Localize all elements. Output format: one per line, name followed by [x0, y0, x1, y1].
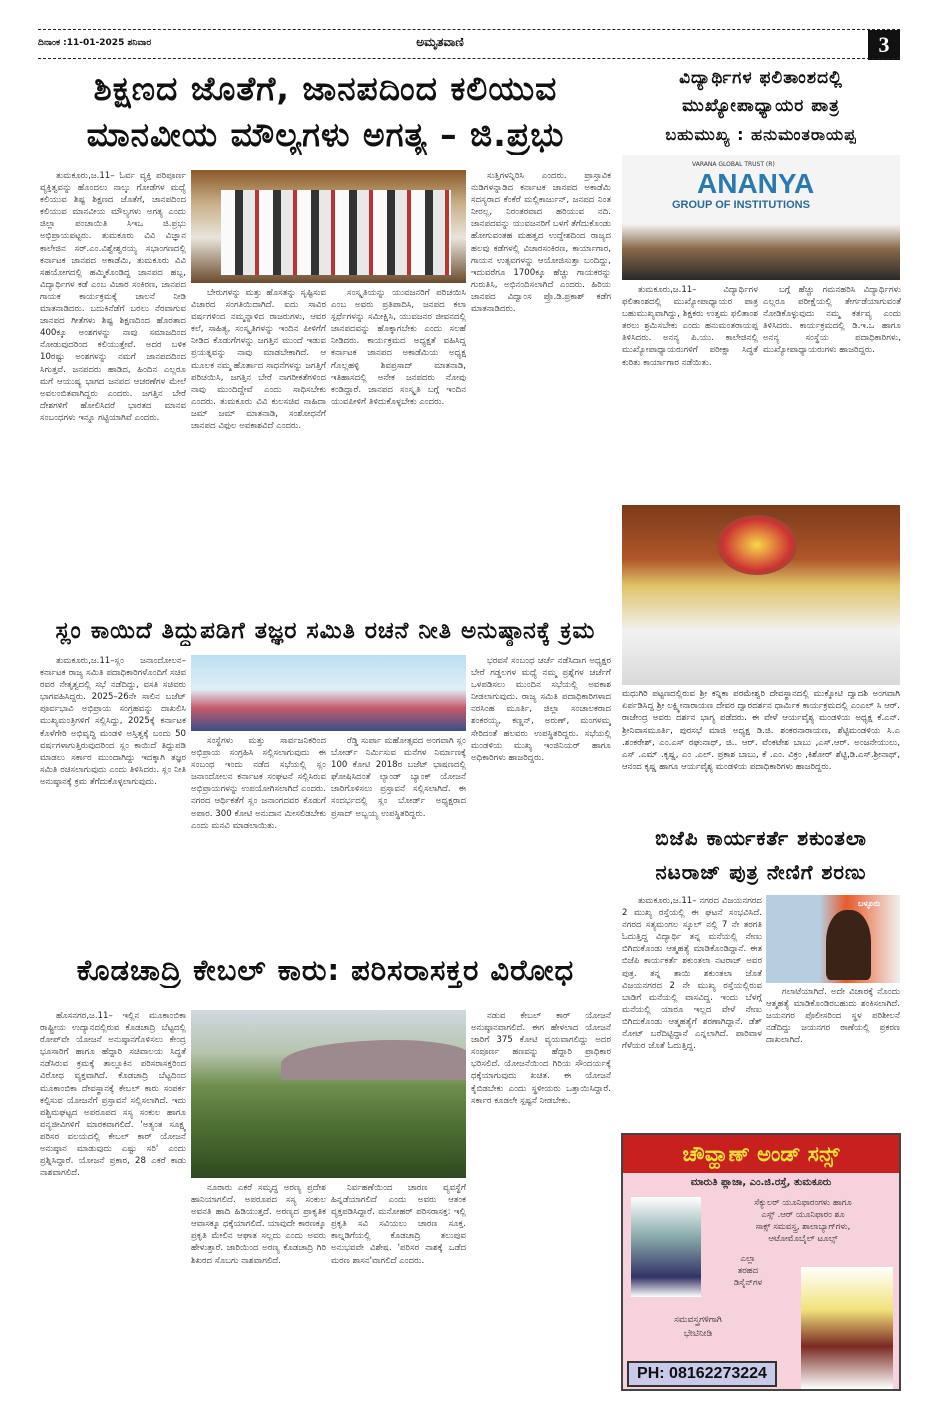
article1-column-3: ಸಂಸ್ಕೃತಿಯನ್ನು ಯುವಜನರಿಗೆ ಪರಿಚಯಿಸಿ ಎಂಬ ಅವರು ಪ್ರತಿಪಾದಿಸಿ, ಜನಪದ ಕಲಾ ಸ್ಪರ್ಧೆಗಳನ್ನು ಸಮೀಕ್ಷಿಸಿ, ಯುವಜನರ ಜೀವನದಲ್ಲಿ ಜಾನಪದವನ್ನು ಹೊಕ್ಕಾಗಬೇಕು ಎಂದು ಸಲಹೆ ನೀಡಿದರು. ಕಾರ್ಯಕ್ರಮದ ಅಧ್ಯಕ್ಷತೆ ವಹಿಸಿದ್ದ ಕರ್ನಾಟಕ ಜಾನಪದ ಅಕಾಡೆಮಿಯ ಅಧ್ಯಕ್ಷ ಗೊಲ್ಲಹಳ್ಳಿ ಶಿವಪ್ರಸಾದ್ ಮಾತನಾಡಿ, ಇತಿಹಾಸದಲ್ಲಿ ಅನೇಕ ಜನಪದರು ನೋವು ಕಂಡಿದ್ದಾರೆ. ಜಾನಪದ ಸಂಸ್ಕೃತಿ ಬಗ್ಗೆ ಇಂದಿನ ಯುವಪೀಳಿಗೆ ತಿಳಿದುಕೊಳ್ಳಬೇಕು ಎಂದರು.: [331, 288, 466, 407]
side1-headline-line2: ಮುಖ್ಯೋಪಾಧ್ಯಾಯರ ಪಾತ್ರ: [682, 96, 840, 116]
article2-column-4: ಭರವಸೆ ಸಂಬಂಧ ಚರ್ಚೆ ನಡೆಸಿದಾಗ ಅಧ್ಯಕ್ಷರ ಬೇರೆ ಗಡ್ಡಲಗಳ ಮಧ್ಯೆ ನಮ್ಮ ಪ್ರಶ್ನೆಗಳ ಚರ್ಚೆಗೆ ಒಳಪಡಿಸಲು ಮುಂದಿನ ಸಭೆಯಲ್ಲಿ ಅವಕಾಶ ನೀಡಲಾಗುವುದು. ರಾಜ್ಯ ಸಮಿತಿ ಪದಾಧಿಕಾರಿಗಳಾದ ನರಸಿಂಹ ಮೂರ್ತಿ, ಜಿಲ್ಲಾ ಸಂಚಾಲಕರಾದ ಶಂಕರಯ್ಯ, ಕಣ್ಣನ್, ಅರುಣ್, ಮಂಗಳಮ್ಮ ಸೇರಿದಂತೆ ಹಲವರು ಉಪಸ್ಥಿತರಿದ್ದರು. ಸಭೆಯಲ್ಲಿ ಮಂಡಳಿಯ ಮುಖ್ಯ ಇಂಜಿನಿಯರ್ ಹಾಗೂ ಅಧಿಕಾರಿಗಳು ಹಾಜರಿದ್ದರು.: [471, 656, 611, 763]
page-number: 3: [868, 30, 900, 60]
article1-column-1: ತುಮಕೂರು,ಜ.11– ಓರ್ವ ವ್ಯಕ್ತಿ ಪರಿಪೂರ್ಣ ವ್ಯಕ್ತಿತ್ವವನ್ನು ಹೊಂದಲು ನಾಲ್ಕು ಗೋಡೆಗಳ ಮಧ್ಯೆ ಕಲಿಯುವ ಶಿಷ್ಟ ಶಿಕ್ಷಣದ ಜೊತೆಗೆ, ಜಾನಪದಿಂದ ಕಲಿಯುವ ಮಾನವೀಯ ಮೌಲ್ಯಗಳು ಅಗತ್ಯ ಎಂದು ಜಿಲ್ಲಾ ಪಂಚಾಯಿತಿ ಸಿಇಒ ಜಿ.ಪ್ರಭು ಅಭಿಪ್ರಾಯಪಟ್ಟರು. ತುಮಕೂರು ವಿವಿ ವಿಜ್ಞಾನ ಕಾಲೇಜಿನ ಸರ್.ಎಂ.ವಿಶ್ವೇಶ್ವರಯ್ಯ ಸಭಾಂಗಣದಲ್ಲಿ ಕರ್ನಾಟಕ ಜಾನಪದ ಅಕಾಡೆಮಿ, ತುಮಕೂರು ವಿವಿ ಸಹಯೋಗದಲ್ಲಿ ಹಮ್ಮಿಕೊಂಡಿದ್ದ ಜಾನಪದ ಹಬ್ಬ, ವಿದ್ಯಾರ್ಥಿಗಳ ಕಡೆ ಎಂಬ ವಿಚಾರ ಸಂಕಿರಣ, ಜಾನಪದ ಗಾಯಕ ಕಾರ್ಯಕ್ರಮಕ್ಕೆ ಚಾಲನೆ ನೀಡಿ ಮಾತನಾಡಿದರು. ಬದುಕಿನೆಡೆಗೆ ಬರಲು ನೆರವಾಗುವ ಜಾನಪದ ಗೀತೆಗಳು ಶಿಷ್ಟ ಶಿಕ್ಷಣದಿಂದ ಹೊರತಾದ 400ಕ್ಕೂ ಅಂಶಗಳನ್ನು ನಾವು ಸಮಾಜದಿಂದ ನೋಡುವುದರಿಂದ ಕಲಿಯುತ್ತೇವೆ. ಅದರ ಬಳಿಕ 10ರಷ್ಟು ಅಂಶಗಳನ್ನು ನಮಗೆ ಜಾನಪದದಿಂದ ಸಿಗುತ್ತವೆ. ಜನಪದರು ಹಾಡಿದ, ಹಿಂದಿನ ಎಲ್ಲರೂ ಮಗೆ ಆಯುಷ್ಯ ಭಾಗದ ಜನಪದ ಆಚರಣೆಗಳ ಮೇಲೆ ಅವಲಂಬಿತವಾಗಿದ್ದರು ಎಂದರು. ಜಗತ್ತಿನ ಬೇರೆ ದೇಶಗಳಿಗೆ ಹೋಲಿಸಿದರೆ ಭಾರತದ ಮಾನವ ಸಂಬಂಧಗಳು ಇನ್ನೂ ಗಟ್ಟಿಯಾಗಿವೆ ಎಂದರು.: [40, 171, 186, 423]
banner-logo-text: ANANYA: [697, 168, 815, 199]
article1-headline-line2: ಮಾನವೀಯ ಮೌಲ್ಯಗಳು ಅಗತ್ಯ – ಜಿ.ಪ್ರಭು: [86, 115, 565, 154]
article3-column-4: ನಡುವ ಕೇಬಲ್ ಕಾರ್ ಯೋಜನೆ ಅನುಷ್ಠಾನವಾಗಲಿದೆ. ಈಗ ಹೇಳಲಾದ ಯೋಜನೆ ಜಾರಿಗೆ 375 ಕೋಟಿ ವ್ಯಯವಾಗಲಿದ್ದು ಅದರ ಸಂಪೂರ್ಣ ಹಣವನ್ನು ಹೆದ್ದಾರಿ ಪ್ರಾಧಿಕಾರ ಭರಿಸಲಿದೆ. ಯೋಜನೆಯಿಂದ ಗಿರಿಯ ಸೌಂದರ್ಯಕ್ಕೆ ಧಕ್ಕೆಯಾಗುವುದು ಖಚಿತ. ಈ ಯೋಜನೆ ಕೈಬಿಡಬೇಕು ಎಂದು ಸ್ಥಳೀಯರು ಒತ್ತಾಯಿಸಿದ್ದಾರೆ. ಸರ್ಕಾರ ಕೂಡಲೇ ಸ್ಪಷ್ಟನೆ ನೀಡಬೇಕು.: [471, 1011, 611, 1106]
ad-photo-school-children: [801, 1267, 893, 1389]
ad-footer-line-2: ಭೇಟಿನೀಡಿ: [683, 1329, 713, 1339]
header-rule-bottom: [38, 58, 900, 59]
ad-line-5: ಎಲ್ಲಾ: [740, 1254, 756, 1264]
article3-column-2: ನೂರಾರು ಎಕರೆ ಸಮೃದ್ಧ ಅರಣ್ಯ ಪ್ರದೇಶ ಹಾನಿಯಾಗಲಿದೆ. ಅಪರೂಪದ ಸಸ್ಯ ಸಂಕುಲ ಅವನತಿ ಹಾದಿ ಹಿಡಿಯುತ್ತದೆ. ಅರಣ್ಯದ ಪ್ರಾಕೃತಿಕ ಆವಾಸಕ್ಕೂ ಧಕ್ಕೆಯಾಗಲಿದೆ. ಯಾವುದೇ ಕಾರಣಕ್ಕೂ ಪ್ರಕೃತಿ ಮೇಲಿನ ಆಘಾತ ಸಲ್ಲದು ಎಂದು ಅವರು ಹೇಳುತ್ತಾರೆ. ಜಾರಿಯಿಂದ ಅರಣ್ಯ ಕೊಡಚಾದ್ರಿ ಗಿರಿ ಶಿಖರದ ಸೊಬಗು ನಾಶವಾಗಲಿದೆ.: [191, 1183, 326, 1266]
ad-line-7: ಡಿಸೈನ್‌ಗಳ: [733, 1278, 763, 1288]
side2-caption: ಮಧುಗಿರಿ ಪಟ್ಟಣದಲ್ಲಿರುವ ಶ್ರೀ ಕನ್ನಿಕಾ ಪರಮೇಶ್ವರಿ ದೇವಸ್ಥಾನದಲ್ಲಿ ಮುಕ್ಕೋಟಿ ದ್ವಾದಶಿ ಅಂಗವಾಗಿ ಏರ್ಪಡಿಸಿದ್ದ ಶ್ರೀ ಲಕ್ಷ್ಮೀನಾರಾಯಣ ದೇವರ ದ್ವಾರದರ್ಶನ ಧಾರ್ಮಿಕ ಕಾರ್ಯಕ್ರಮದಲ್ಲಿ ಎಂಎಲ್ ಸಿ ಆರ್. ರಾಜೇಂದ್ರ ಅವರು ದರ್ಶನ ಭಾಗ್ಯ ಪಡೆದರು. ಈ ವೇಳೆ ಆರ್ಯವೈಶ್ಯ ಮಂಡಳಿಯ ಅಧ್ಯಕ್ಷ ಕೆ.ಎನ್. ಶ್ರೀನಿವಾಸಮೂರ್ತಿ, ಪುರಸಭೆ ಮಾಜಿ ಅಧ್ಯಕ್ಷ ಡಿ.ಜಿ. ಶಂಕರನಾರಾಯಣ, ಶೆಟ್ಟಿಮಂಡಳಿಯ ಸಿ.ಎ .ಶಂಕರೇಶ್, ಎಂ.ಎಸ್ ರಘುನಾಥ್, ಜಿ.. ಆರ್. ವೆಂಕಟೇಶ ಬಾಬು ,ಎಸ್.ಆರ್. ಅಂಜನೇಯುಲು, ಎಸ್ .ಎಮ್ .ಕೃಷ್ಣ, ಎಂ .ಎಲ್. ಪ್ರಕಾಶ ಬಾಬು, ಕೆ .ಎಂ. ವಿಕ್ರಂ ,ಕಿಶೋರ್ ಶೆಟ್ಟಿ,ಡಿ.ಎಸ್.ಶ್ರೀನಾಥ್, ಆನಂದ ಕೃಷ್ಣ ಹಾಗೂ ಆರ್ಯವೈಶ್ಯ ಮಂಡಳಿಯ ಪದಾಧಿಕಾರಿಗಳು ಹಾಜರಿದ್ದರು.: [622, 689, 900, 773]
ad-line-4: ಆಟೋಮೊಬೈಲ್ ಟೂಲ್ಸ್: [768, 1234, 838, 1244]
ad-line-1: ಸೆಕ್ಯುಲರ್ ಯೂನಿಫಾರಂಗಳು ಹಾಗೂ: [754, 1198, 852, 1208]
ad-address: ಮಾರುತಿ ಪ್ಲಾಜಾ, ಎಂ.ಜಿ.ರಸ್ತೆ, ತುಮಕೂರು: [690, 1177, 832, 1188]
article1-photo-event: [191, 170, 466, 283]
article1-column-4: ಸುತ್ತಿಗಳನ್ನಿರಿಸಿ ಎಂದರು. ಪ್ರಾಸ್ತಾವಿಕ ನುಡಿಗಳನ್ನಾಡಿದ ಕರ್ನಾಟಕ ಜಾನಪದ ಅಕಾಡೆಮಿ ಸದಸ್ಯರಾದ ಕೆಂಕೆರೆ ಮಲ್ಲಿಕಾರ್ಜುನ್, ಜನಪದ ನಿಂತ ನೀರಲ್ಲ, ನಿರಂತರವಾದ ಹರಿಯುವ ನದಿ. ಜಾನಪದವನ್ನು ಯುವಜನರಿಗೆ ಬಳಗೆ ತೆಗೆದುಕೊಂಡು ಹೋಗುವಂತಹ ಮಹತ್ವದ ಉದ್ದೇಶದಿಂದ ರಾಜ್ಯದ ಹಲವು ಕಡೆಗಳಲ್ಲಿ ವಿಚಾರಸಂಕಿರಣ, ಕಾರ್ಯಾಗಾರ, ಗಾಯನ ಉತ್ಸವಗಳನ್ನು ಆಯೋಜಿಸುತ್ತಾ ಬಂದಿದ್ದು, ಇದುವರೆಗೂ 1700ಕ್ಕೂ ಹೆಚ್ಚು ಗಾಯಕರನ್ನು ಗುರುತಿಸಿ, ಅಭಿನಂದಿಸಲಾಗಿದೆ ಎಂದರು. ಹಿರಿಯ ಜಾನಪದ ವಿದ್ವಾಂಸ ಪ್ರೊ.ಡಿ.ಪ್ರಕಾಶ್ ಕಡೆಗ ಮಾತನಾಡಿದರು.: [471, 171, 611, 315]
banner-sub-text: GROUP OF INSTITUTIONS: [672, 199, 810, 211]
ad-line-2: ಎಸ್ಸ್ .ಆರ್ ಯೂನಿಫಾರಂ ಶೂ: [761, 1210, 845, 1220]
article3-column-3: ನಿರ್ವಹಣೆಯಿಂದ ಚಾರಣ ವ್ಯವಸ್ಥೆಗೆ ಹಿನ್ನಡೆಯಾಗಲಿದೆ ಎಂದು ಅವರು ಆತಂಕ ವ್ಯಕ್ತಪಡಿಸಿದ್ದಾರೆ. ಮನೋಹರ್ ಪರಿಸರಾಸಕ್ತ: ಇಲ್ಲಿ ಪ್ರಕೃತಿ ಸವಿ ಸವಿಯಲು ಚಾರಣ ಸೂಕ್ತ. ಕಾಲ್ನಡಿಗೆಯಲ್ಲಿ ಕೊಡಚಾದ್ರಿ ತಲುಪುವ ಅನುಭವವೇ ವಿಶೇಷ. 'ಪರಿಸರ ನಾಶಕ್ಕೆ ಒಡೆದ ಮರಣ ಶಾಸನ'ವಾಗಲಿದೆ ಎಂದರು.: [331, 1183, 466, 1266]
article2-column-2: ಸಂಸ್ಥೆಗಳು ಮತ್ತು ಸಾರ್ವಜನಿಕರಿಂದ ಅಭಿಪ್ರಾಯ ಸಂಗ್ರಹಿಸಿ ಸಲ್ಲಿಸಲಾಗುವುದು ಈ ಸಂಬಂಧ ಇಂದು ನಡೆದ ಸಭೆಯಲ್ಲಿ ಸ್ಲಂ ಜನಾಂದೋಲನ ಕರ್ನಾಟಕ ಸಂಘಟನೆ ಸಲ್ಲಿಸಿರುವ ಅಭಿಪ್ರಾಯಗಳನ್ನು ಉಪಯೋಗಿಸಲಾಗಿದೆ ಎಂದರು. ನಗರದ ಆರ್ಥಿಕತೆಗೆ ಸ್ಲಂ ಜನಾಂಗದವರ ಕೊಡುಗೆ ಅಪಾರ. 300 ಕೋಟಿ ಅನುದಾನ ಮೀಸಲಿಡಬೇಕು ಎಂದು ಮನವಿ ಮಾಡಲಾಯಿತು.: [191, 736, 326, 831]
side1-headline-line1: ವಿದ್ಯಾರ್ಥಿಗಳ ಫಲಿತಾಂಶದಲ್ಲಿ: [679, 68, 843, 88]
article3-headline: ಕೊಡಚಾದ್ರಿ ಕೇಬಲ್ ಕಾರು: ಪರಿಸರಾಸಕ್ತರ ವಿರೋಧ: [76, 953, 575, 987]
article1-headline-line1: ಶಿಕ್ಷಣದ ಜೊತೆಗೆ, ಜಾನಪದಿಂದ ಕಲಿಯುವ: [93, 69, 558, 108]
header-rule-top: [38, 29, 900, 30]
ad-footer-line-1: ಸಮವಸ್ತ್ರಗಳಿಗಾಗಿ: [674, 1315, 722, 1325]
side3-headline-line1: ಬಿಜೆಪಿ ಕಾರ್ಯಕರ್ತೆ ಶಕುಂತಲಾ: [655, 826, 867, 850]
ad-photo-uniform-kids: [631, 1197, 701, 1297]
article1-column-2: ಬೇರುಗಳನ್ನು ಮತ್ತು ಹೊಸತನ್ನು ಸೃಷ್ಟಿಸುವ ವಿಚಾರದ ಸಂಗತಿಯಿದಾಗಿದೆ. ಐದು ಸಾವಿರ ವರ್ಷಗಳಿಂದ ನಮ್ಮನ್ನಾಳಿದ ರಾಜರುಗಳು, ಆವರ ಕಲೆ, ಸಾಹಿತ್ಯ, ಸಂಸ್ಕೃತಿಗಳನ್ನು ಇಂದಿನ ಪೀಳಿಗೆಗೆ ನೀಡಿದ ಕೊಡುಗೆಗಳನ್ನು ಜಗತ್ತಿನ ಮುಂದೆ ಇಡುವ ಪ್ರಯತ್ನವನ್ನು ನಾವು ಮಾಡಬೇಕಾಗಿದೆ. ಆ ಮೂಲಕ ನಮ್ಮ ಹೊರ್ತಾದ ಸಾಧನೆಗಳನ್ನು ಜಗತ್ತಿಗೆ ಪರಿಚಯಿಸಿ, ಜಗತ್ತಿನ ಬೇರೆ ನಾಗರೀಕತೆಗಳಿಂದ ನಾವು ಮುಂದಿದ್ದೇವೆ ಎಂದು ಸಾಧಿಸಬೇಕು ಎಂದರು. ತುಮಕೂರು ವಿವಿ ಕುಲಸಚಿವ ನಾಹಿದಾ ಜಮ್‌ ಜಮ್‌ ಮಾತನಾಡಿ, ಸಂಶೋಧನೆಗೆ ಜಾನಪದ ವಿಫುಲ ಅವಕಾಶವಿದೆ ಎಂದರು.: [191, 288, 326, 432]
side2-photo-temple: [622, 505, 900, 685]
side1-column-1: ತುಮಕೂರು,ಜ.11– ವಿದ್ಯಾರ್ಥಿಗಳ ಫಲಿತಾಂಶದಲ್ಲಿ ಮುಖ್ಯೋಪಾಧ್ಯಾಯರ ಪಾತ್ರ ಬಹುಮುಖ್ಯವಾಗಿದ್ದು, ಶಿಕ್ಷಕರು ಉತ್ತಮ ಫಲಿತಾಂಶ ತರಲು ಶ್ರಮಿಸಬೇಕು ಎಂದು ಹನುಮಂತರಾಯಪ್ಪ ತಿಳಿಸಿದರು. ಅನನ್ಯ ಪಿ.ಯು. ಕಾಲೇಜಿನಲ್ಲಿ ಮುಖ್ಯೋಪಾಧ್ಯಾಯರುಗಳಿಗೆ ಪರೀಕ್ಷಾ ಸಿದ್ಧತೆ ಕುರಿತು ಕಾರ್ಯಾಗಾರ ನಡೆಯಿತು.: [622, 285, 758, 368]
ad-title: ಚೌವ್ಹಾಣ್ ಅಂಡ್ ಸನ್ಸ್: [623, 1135, 899, 1173]
article2-column-1: ತುಮಕೂರು,ಜ.11–ಸ್ಲಂ ಜನಾಂದೋಲನ–ಕರ್ನಾಟಕ ರಾಜ್ಯ ಸಮಿತಿ ಪದಾಧಿಕಾರಿಗಳೊಂದಿಗೆ ಸಚಿವ ರವರ ನೇತೃತ್ವದಲ್ಲಿ ಸಭೆ ನಡೆದಿದ್ದು, ವಸತಿ ಸಚಿವರು ಭಾಗವಹಿಸಿದ್ದರು. 2025–26ನೇ ಸಾಲಿನ ಬಜೆಟ್ ಪೂರ್ವಭಾವಿ ಅಭಿಪ್ರಾಯ ಸಂಗ್ರಹವನ್ನು ದಾಖಲಿಸಿ ಮುಖ್ಯಮಂತ್ರಿಗಳಿಗೆ ಸಲ್ಲಿಸಿದ್ದು, 2025ಕ್ಕೆ ಕರ್ನಾಟಕ ಕೊಳೆಗೇರಿ ಅಭಿವೃದ್ಧಿ ಮಂಡಳಿ ಅಸ್ತಿತ್ವಕ್ಕೆ ಬಂದು 50 ವರ್ಷಗಳಾಗುತ್ತಿರುವುದರಿಂದ ಸ್ಲಂ ಕಾಯಿದೆ ತಿದ್ದುಪಡಿ ಮಾಡಲು ಸರ್ಕಾರ ಮುಂದಾಗಿದ್ದು ಇದಕ್ಕಾಗಿ ತಜ್ಞರ ಸಮಿತಿ ರಚಿಸಲಾಗುವುದು ಎಂದು ತಿಳಿಸಿದರು. ಸ್ಲಂ ನೀತಿ ಅನುಷ್ಠಾನಕ್ಕೆ ಕ್ರಮ ತೆಗೆದುಕೊಳ್ಳಲಾಗುವುದು.: [40, 656, 186, 787]
article2-headline: ಸ್ಲಂ ಕಾಯಿದೆ ತಿದ್ದುಪಡಿಗೆ ತಜ್ಞರ ಸಮಿತಿ ರಚನೆ ನೀತಿ ಅನುಷ್ಠಾನಕ್ಕೆ ಕ್ರಮ: [55, 618, 596, 644]
side3-headline-line2: ನಟರಾಜ್ ಪುತ್ರ ನೇಣಿಗೆ ಶರಣು: [655, 860, 867, 884]
side1-photo-ananya: [622, 155, 900, 280]
banner-trust-text: VARANA GLOBAL TRUST (R): [692, 161, 775, 168]
article2-photo-meeting: [191, 655, 466, 731]
side3-column-1: ತುಮಕೂರು,ಜ.11– ನಗರದ ವಿಜಯನಗರದ 2 ಮುಖ್ಯ ರಸ್ತೆಯಲ್ಲಿ ಈ ಘಟನೆ ಸಂಭವಿಸಿದೆ. ನಗರದ ಸತ್ಯಮಂಗಲ ಸ್ಕೂಲ್ ನಲ್ಲಿ 7 ನೇ ತರಗತಿ ಓದುತ್ತಿದ್ದ ವಿದ್ಯಾರ್ಥಿ ತನ್ನ ಮನೆಯಲ್ಲಿ ನೇಣು ಬಿಗಿದುಕೊಂಡು ಆತ್ಮಹತ್ಯೆ ಮಾಡಿಕೊಂಡಿದ್ದಾನೆ. ಈತ ಬಿಜೆಪಿ ಕಾರ್ಯಕರ್ತೆ ಶಕುಂತಲಾ ನಟರಾಜ್ ಅವರ ಪುತ್ರ. ತನ್ನ ತಾಯಿ ಶಕುಂತಲಾ ಜೊತೆ ವಿಜಯನಗರದ 2 ನೇ ಮುಖ್ಯ ರಸ್ತೆಯಲ್ಲಿರುವ ಬಾಡಿಗೆ ಮನೆಯಲ್ಲಿ ವಾಸವಿದ್ದ. ಇಂದು ಬೆಳಗ್ಗೆ ಮನೆಯಲ್ಲಿ ಯಾರೂ ಇಲ್ಲದ ವೇಳೆ ನೇಣು ಬಿಗಿದುಕೊಂಡು ಆತ್ಮಹತ್ಯೆಗೆ ಶರಣಾಗಿದ್ದಾನೆ. ಡೆತ್ ನೋಟ್ ಬರೆದಿಟ್ಟಿದ್ದಾನೆ ಎನ್ನಲಾಗಿದೆ. ಪಾರಿವಾಳ ಗೆಳೆಯರ ಜೊತೆ ಓದುತ್ತಿದ್ದ.: [622, 896, 762, 1052]
article3-photo-forest: [191, 1010, 466, 1178]
photo-label: ಬಳ್ಳೂರು: [858, 899, 881, 908]
ad-phone: PH: 08162273224: [627, 1361, 777, 1387]
article2-column-3: ರೆಡ್ಡಿ ಸುರ್ಪಾ ಮಹೋತ್ಸವದ ಅಂಗವಾಗಿ ಸ್ಲಂ ಬೋರ್ಡ್ ನಿರ್ಮಿಸುವ ಮನೆಗಳ ನಿರ್ಮಾಣಕ್ಕೆ 100 ಕೋಟಿ 2018ರ ಬಜೆಟ್ ಭಾಷಣದಲ್ಲಿ ಘೋಷಿಸಿದಂತೆ ಲ್ಯಾಂಡ್ ಬ್ಯಾಂಕ್ ಯೋಜನೆ ಜಾರಿಗೊಳಿಸಲು ಪ್ರಸ್ತಾವನೆ ಸಲ್ಲಿಸಲಾಗಿದೆ. ಈ ಸಂದರ್ಭದಲ್ಲಿ ಸ್ಲಂ ಬೋರ್ಡ್ ಅಧ್ಯಕ್ಷರಾದ ಪ್ರಸಾದ್ ಅಬ್ಬಯ್ಯ ಉಪಸ್ಥಿತರಿದ್ದರು.: [331, 736, 466, 819]
side1-column-2: ಬಗ್ಗೆ ಹೆಚ್ಚು ಗಮನಹರಿಸಿ ವಿದ್ಯಾರ್ಥಿಗಳು ಎಲ್ಲರೂ ಪರೀಕ್ಷೆಯಲ್ಲಿ ತೇರ್ಗಡೆಯಾಗುವಂತೆ ನೋಡಿಕೊಳ್ಳುವುದು ನಮ್ಮ ಕರ್ತವ್ಯ ಎಂದು ತಿಳಿಸಿದರು. ಕಾರ್ಯಕ್ರಮದಲ್ಲಿ ಡಿ.ಇ.ಒ ಹಾಗೂ ಅನನ್ಯ ಸಂಸ್ಥೆಯ ಪದಾಧಿಕಾರಿಗಳು, ಮುಖ್ಯೋಪಾಧ್ಯಾಯರುಗಳು ಹಾಜರಿದ್ದರು.: [763, 285, 901, 356]
side3-column-2: ಗಲಾಟೆಯಾಗಿದೆ. ಅದೇ ವಿಚಾರಕ್ಕೆ ನೊಂದು ಆತ್ಮಹತ್ಯೆ ಮಾಡಿಕೊಂಡಿರಬಹುದು ಶಂಕಿಸಲಾಗಿದೆ. ಜಯನಗರ ಪೊಲೀಸರಿಂದ ಸ್ಥಳ ಪರಿಶೀಲನೆ ನಡೆದಿದ್ದು ಜಯನಗರ ಠಾಣೆಯಲ್ಲಿ ಪ್ರಕರಣ ದಾಖಲಾಗಿದೆ.: [766, 987, 900, 1046]
masthead: ಅಮೃತವಾಣಿ: [416, 35, 464, 49]
side3-photo-portrait: [766, 895, 900, 983]
issue-date: ದಿನಾಂಕ :11-01-2025 ಶನಿವಾರ: [38, 38, 152, 48]
ad-line-3: ಸಾಕ್ಸ್ ಸಮವಸ್ತ್ರ, ಶಾಲಾಬ್ಯಾಗ್‌ಗಳು,: [755, 1222, 851, 1232]
side1-headline-line3: ಬಹುಮುಖ್ಯ : ಹನುಮಂತರಾಯಪ್ಪ: [665, 125, 857, 144]
ad-line-6: ತರಹದ: [737, 1266, 759, 1276]
advertisement-chauhan-and-sons: [621, 1133, 901, 1391]
article3-column-1: ಹೊಸನಗರ,ಜ.11– ಇಲ್ಲಿನ ಮೂಕಾಂಬಿಕಾ ರಾಷ್ಟ್ರೀಯ ಉದ್ಯಾನದಲ್ಲಿರುವ ಕೊಡಚಾದ್ರಿ ಬೆಟ್ಟದಲ್ಲಿ ರೋಪ್‌ವೇ ಯೋಜನೆ ಅನುಷ್ಠಾನಗೊಳಿಸಲು ಕೇಂದ್ರ ಭೂಸಾರಿಗೆ ಹಾಗೂ ಹೆದ್ದಾರಿ ಸಚಿವಾಲಯ ಸಿದ್ಧತೆ ನಡೆಸಿರುವ ಕ್ರಮಕ್ಕೆ ತಾಲ್ಲೂಕಿನ ಪರಿಸರಾಸಕ್ತರಿಂದ ವಿರೋಧ ವ್ಯಕ್ತವಾಗಿದೆ. ಕೊಡಚಾದ್ರಿ ಬೆಟ್ಟದಿಂದ ಮೂಕಾಂಬಿಕಾ ದೇವಸ್ಥಾನಕ್ಕೆ ಕೇಬಲ್ ಕಾರು ಸಂಪರ್ಕ ಕಲ್ಪಿಸುವ ಯೋಜನೆಗೆ ಪ್ರಸ್ತಾವನೆ ಸಲ್ಲಿಸಲಾಗಿದೆ. ಇದು ಪಶ್ಚಿಮಘಟ್ಟದ ಅಪರೂಪದ ಸಸ್ಯ ಸಂಕುಲ ಹಾಗೂ ವನ್ಯಜೀವಿಗಳಿಗೆ ಮಾರಕವಾಗಲಿದೆ. 'ಅತ್ಯಂತ ಸೂಕ್ಷ್ಮ ಪರಿಸರ ವಲಯದಲ್ಲಿ ಕೇಬಲ್ ಕಾರ್ ಯೋಜನೆ ಅನುಷ್ಠಾನ ಮಾಡುವುದು ಎಷ್ಟು ಸರಿ' ಎಂದು ಪ್ರಶ್ನಿಸಿದ್ದಾರೆ. ಯೋಜನೆ ಪ್ರಕಾರ, 28 ಎಕರೆ ಕಾಡು ನಾಶವಾಗಲಿದೆ.: [40, 1011, 186, 1179]
